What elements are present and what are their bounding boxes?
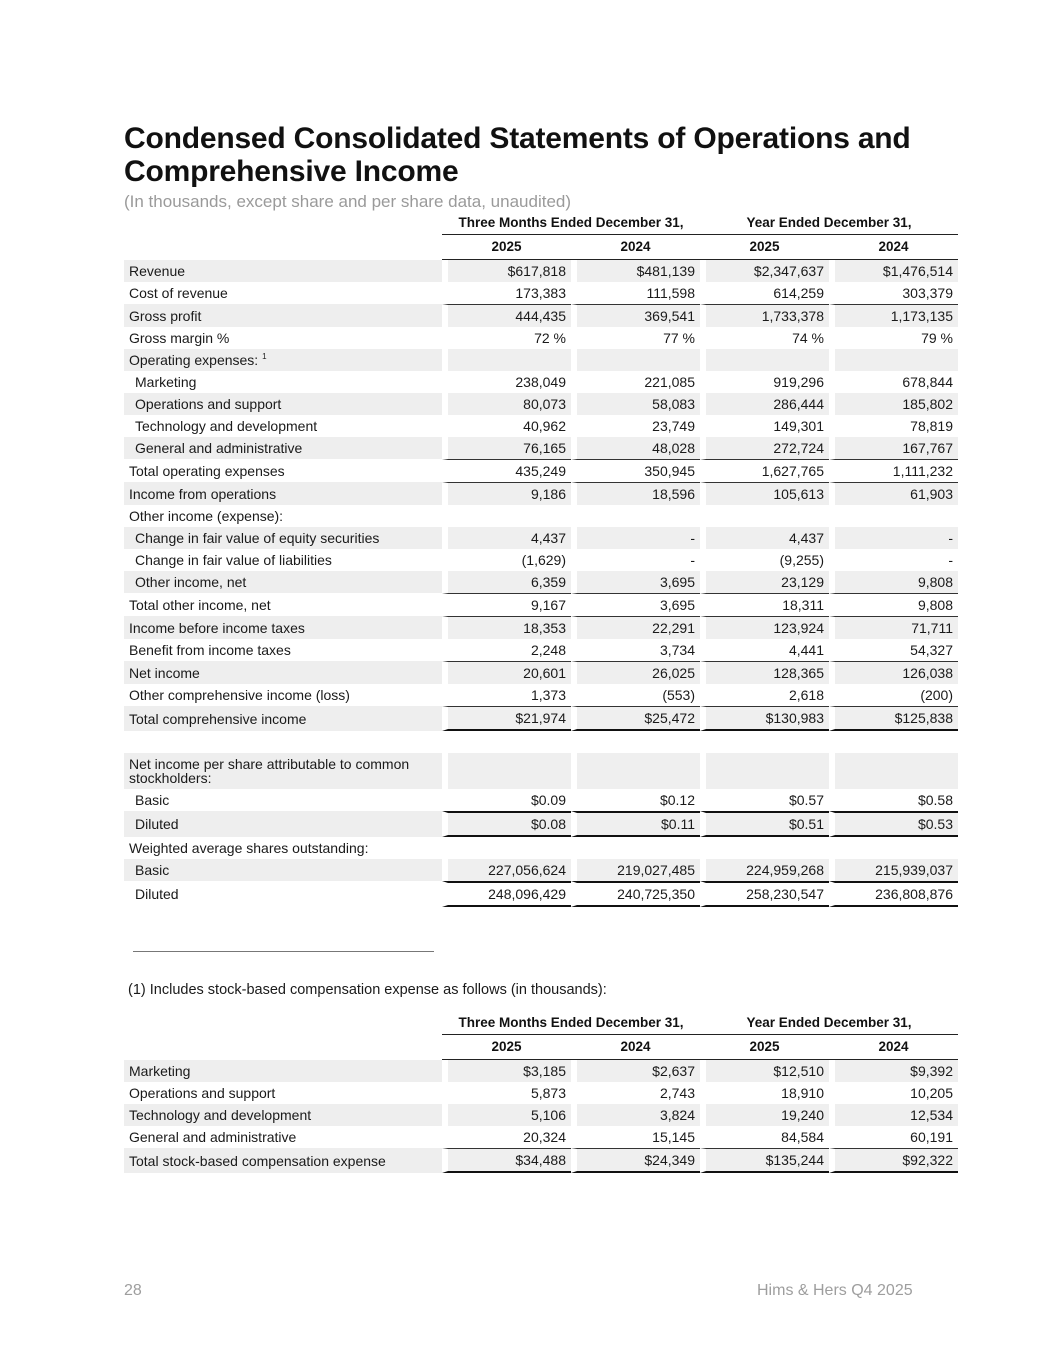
cell-value	[571, 753, 700, 789]
row-label: Revenue	[124, 260, 442, 282]
table-row	[124, 593, 958, 616]
cell-value	[571, 349, 700, 371]
cell-value: $481,139	[571, 260, 700, 282]
cell-value: 10,205	[829, 1082, 958, 1104]
cell-value: 614,259	[700, 282, 829, 304]
cell-value: 369,541	[571, 304, 700, 327]
cell-value: $9,392	[829, 1060, 958, 1082]
table-row	[124, 260, 958, 282]
cell-value: 227,056,624	[442, 859, 571, 881]
cell-value: 258,230,547	[700, 881, 829, 907]
cell-value: 215,939,037	[829, 859, 958, 881]
cell-value	[829, 505, 958, 527]
header-year: 2024	[571, 1035, 700, 1060]
cell-value: 111,598	[571, 282, 700, 304]
cell-value: 3,695	[571, 571, 700, 593]
cell-value: 18,311	[700, 593, 829, 616]
row-label: Weighted average shares outstanding:	[129, 840, 369, 856]
cell-value: 2,248	[442, 639, 571, 661]
cell-value: 26,025	[571, 661, 700, 684]
row-label: Cost of revenue	[129, 285, 228, 301]
table-row	[124, 639, 958, 661]
cell-value: 224,959,268	[700, 859, 829, 881]
cell-value	[700, 837, 829, 859]
row-label: Gross margin %	[129, 330, 230, 346]
footnote-marker: 1	[262, 352, 267, 361]
cell-value: 1,373	[442, 684, 571, 706]
cell-value: 4,437	[442, 527, 571, 549]
cell-value	[700, 349, 829, 371]
cell-value: 2,743	[571, 1082, 700, 1104]
cell-value: $0.51	[700, 811, 829, 837]
table-row	[124, 437, 958, 459]
row-label: Net income	[124, 661, 442, 684]
row-label: Technology and development	[135, 418, 318, 434]
row-label: Total stock-based compensation expense	[124, 1148, 442, 1173]
row-label: Basic	[124, 859, 442, 881]
cell-value: 54,327	[829, 639, 958, 661]
cell-value: 219,027,485	[571, 859, 700, 881]
row-label	[124, 349, 442, 371]
cell-value: 76,165	[442, 437, 571, 459]
cell-value: 1,627,765	[700, 459, 829, 482]
row-label: Total other income, net	[129, 596, 271, 613]
table-row	[124, 811, 958, 837]
cell-value: 9,808	[829, 571, 958, 593]
cell-value	[442, 753, 571, 789]
cell-value: $0.09	[442, 789, 571, 811]
cell-value: $21,974	[442, 706, 571, 731]
cell-value: 286,444	[700, 393, 829, 415]
header-year: 2025	[700, 235, 829, 260]
cell-value: (200)	[829, 684, 958, 706]
table-row	[124, 1082, 958, 1104]
cell-value	[442, 349, 571, 371]
cell-value: 58,083	[571, 393, 700, 415]
cell-value	[829, 349, 958, 371]
cell-value: $2,347,637	[700, 260, 829, 282]
cell-value: $617,818	[442, 260, 571, 282]
cell-value: $125,838	[829, 706, 958, 731]
cell-value: 678,844	[829, 371, 958, 393]
cell-value: -	[571, 527, 700, 549]
cell-value	[571, 837, 700, 859]
cell-value: 40,962	[442, 415, 571, 437]
cell-value	[442, 837, 571, 859]
cell-value: $135,244	[700, 1148, 829, 1173]
cell-value: 126,038	[829, 661, 958, 684]
cell-value: 1,111,232	[829, 459, 958, 482]
cell-value: 20,601	[442, 661, 571, 684]
header-year: 2024	[571, 235, 700, 260]
table-row	[124, 371, 958, 393]
cell-value: $0.53	[829, 811, 958, 837]
sbc-section	[124, 1012, 958, 1173]
footnote-divider	[133, 951, 434, 952]
row-label: Income before income taxes	[124, 616, 442, 639]
cell-value: $0.57	[700, 789, 829, 811]
cell-value: 123,924	[700, 616, 829, 639]
cell-value: 4,441	[700, 639, 829, 661]
cell-value: 221,085	[571, 371, 700, 393]
header-year-ended: Year Ended December 31,	[700, 1012, 958, 1035]
row-label: Operations and support	[129, 1085, 276, 1101]
cell-value: 77 %	[571, 327, 700, 349]
cell-value: $24,349	[571, 1148, 700, 1173]
cell-value: $2,637	[571, 1060, 700, 1082]
cell-value: 23,749	[571, 415, 700, 437]
cell-value: 185,802	[829, 393, 958, 415]
cell-value: 80,073	[442, 393, 571, 415]
cell-value: 272,724	[700, 437, 829, 459]
cell-value	[700, 505, 829, 527]
table-row	[124, 859, 958, 881]
cell-value	[571, 505, 700, 527]
cell-value: 78,819	[829, 415, 958, 437]
row-label: Total operating expenses	[129, 462, 285, 479]
cell-value: 9,808	[829, 593, 958, 616]
cell-value: -	[829, 549, 958, 571]
cell-value: 9,167	[442, 593, 571, 616]
row-label: Income from operations	[124, 482, 442, 505]
cell-value: 5,106	[442, 1104, 571, 1126]
cell-value: 4,437	[700, 527, 829, 549]
cell-value: 71,711	[829, 616, 958, 639]
header-year: 2024	[829, 235, 958, 260]
row-label: Benefit from income taxes	[129, 642, 291, 658]
row-label: Change in fair value of liabilities	[135, 552, 332, 568]
cell-value: 22,291	[571, 616, 700, 639]
page-number: 28	[124, 1282, 142, 1299]
table-row	[124, 1148, 958, 1173]
header-year: 2025	[442, 235, 571, 260]
row-label: Net income per share attributable to common stockholders:	[124, 753, 442, 789]
table-row	[124, 527, 958, 549]
table-row	[124, 415, 958, 437]
cell-value: 12,534	[829, 1104, 958, 1126]
report-name: Hims & Hers Q4 2025	[757, 1282, 913, 1299]
cell-value: 435,249	[442, 459, 571, 482]
cell-value: $0.11	[571, 811, 700, 837]
cell-value: 173,383	[442, 282, 571, 304]
table-row	[124, 881, 958, 907]
cell-value: 3,734	[571, 639, 700, 661]
cell-value: 238,049	[442, 371, 571, 393]
table-row	[124, 571, 958, 593]
table-row	[124, 616, 958, 639]
cell-value: 1,733,378	[700, 304, 829, 327]
cell-value: 444,435	[442, 304, 571, 327]
cell-value: 1,173,135	[829, 304, 958, 327]
row-label: Operations and support	[124, 393, 442, 415]
operations-table	[124, 212, 958, 907]
table-row	[124, 349, 958, 371]
cell-value: 240,725,350	[571, 881, 700, 907]
cell-value: $3,185	[442, 1060, 571, 1082]
cell-value	[700, 753, 829, 789]
cell-value: 6,359	[442, 571, 571, 593]
cell-value: 74 %	[700, 327, 829, 349]
row-label: Marketing	[135, 374, 197, 390]
cell-value: $92,322	[829, 1148, 958, 1173]
cell-value: 303,379	[829, 282, 958, 304]
cell-value: 20,324	[442, 1126, 571, 1148]
page-title: Condensed Consolidated Statements of Operations and Comprehensive Income	[124, 122, 911, 188]
cell-value: 105,613	[700, 482, 829, 505]
row-label: General and administrative	[124, 437, 442, 459]
cell-value	[829, 753, 958, 789]
table-row	[124, 459, 958, 482]
row-label: Marketing	[124, 1060, 442, 1082]
cell-value: 3,824	[571, 1104, 700, 1126]
cell-value	[829, 837, 958, 859]
row-label: Diluted	[124, 811, 442, 837]
cell-value: $0.08	[442, 811, 571, 837]
table-row	[124, 684, 958, 706]
cell-value: 18,910	[700, 1082, 829, 1104]
table-row	[124, 789, 958, 811]
row-label: Technology and development	[124, 1104, 442, 1126]
sbc-table	[124, 1012, 958, 1173]
cell-value: (1,629)	[442, 549, 571, 571]
statement-section	[124, 122, 958, 907]
row-label: Gross profit	[124, 304, 442, 327]
cell-value: $12,510	[700, 1060, 829, 1082]
header-three-months: Three Months Ended December 31,	[442, 212, 700, 235]
row-label: Basic	[135, 792, 170, 808]
cell-value: -	[829, 527, 958, 549]
row-label: Total comprehensive income	[124, 706, 442, 731]
row-label: General and administrative	[129, 1129, 297, 1145]
cell-value: 350,945	[571, 459, 700, 482]
table-row	[124, 1126, 958, 1148]
footnote-text: (1) Includes stock-based compensation expense as follows (in thousands):	[128, 982, 607, 998]
cell-value: 18,596	[571, 482, 700, 505]
cell-value: $0.58	[829, 789, 958, 811]
cell-value: 60,191	[829, 1126, 958, 1148]
cell-value: (9,255)	[700, 549, 829, 571]
table-row	[124, 482, 958, 505]
table-row	[124, 549, 958, 571]
cell-value: 2,618	[700, 684, 829, 706]
row-label: Other income (expense):	[129, 508, 284, 524]
cell-value: 19,240	[700, 1104, 829, 1126]
cell-value: 84,584	[700, 1126, 829, 1148]
header-year: 2025	[700, 1035, 829, 1060]
cell-value: 5,873	[442, 1082, 571, 1104]
cell-value: $1,476,514	[829, 260, 958, 282]
cell-value: $25,472	[571, 706, 700, 731]
row-label: Change in fair value of equity securities	[124, 527, 442, 549]
table-row	[124, 1104, 958, 1126]
cell-value: 18,353	[442, 616, 571, 639]
table-row	[124, 304, 958, 327]
table-row	[124, 327, 958, 349]
table-row	[124, 282, 958, 304]
cell-value: $130,983	[700, 706, 829, 731]
cell-value: -	[571, 549, 700, 571]
page-subtitle: (In thousands, except share and per share data, unaudited)	[124, 192, 572, 211]
table-row	[124, 661, 958, 684]
cell-value: 72 %	[442, 327, 571, 349]
header-three-months: Three Months Ended December 31,	[442, 1012, 700, 1035]
table-row	[124, 753, 958, 789]
cell-value: 3,695	[571, 593, 700, 616]
table-row	[124, 837, 958, 859]
table-row	[124, 706, 958, 731]
table-row	[124, 1060, 958, 1082]
header-year-ended: Year Ended December 31,	[700, 212, 958, 235]
row-label: Other income, net	[124, 571, 442, 593]
cell-value	[442, 505, 571, 527]
row-label: Diluted	[135, 886, 179, 902]
row-label: Other comprehensive income (loss)	[129, 687, 350, 703]
cell-value: $0.12	[571, 789, 700, 811]
cell-value: 61,903	[829, 482, 958, 505]
table-row	[124, 505, 958, 527]
cell-value: 9,186	[442, 482, 571, 505]
cell-value: 23,129	[700, 571, 829, 593]
cell-value: 128,365	[700, 661, 829, 684]
cell-value: (553)	[571, 684, 700, 706]
cell-value: 149,301	[700, 415, 829, 437]
cell-value: 167,767	[829, 437, 958, 459]
row-label-text: Operating expenses:	[129, 352, 259, 368]
cell-value: 15,145	[571, 1126, 700, 1148]
cell-value: $34,488	[442, 1148, 571, 1173]
cell-value: 48,028	[571, 437, 700, 459]
cell-value: 236,808,876	[829, 881, 958, 907]
header-year: 2025	[442, 1035, 571, 1060]
table-row	[124, 393, 958, 415]
cell-value: 919,296	[700, 371, 829, 393]
header-year: 2024	[829, 1035, 958, 1060]
cell-value: 79 %	[829, 327, 958, 349]
cell-value: 248,096,429	[442, 881, 571, 907]
